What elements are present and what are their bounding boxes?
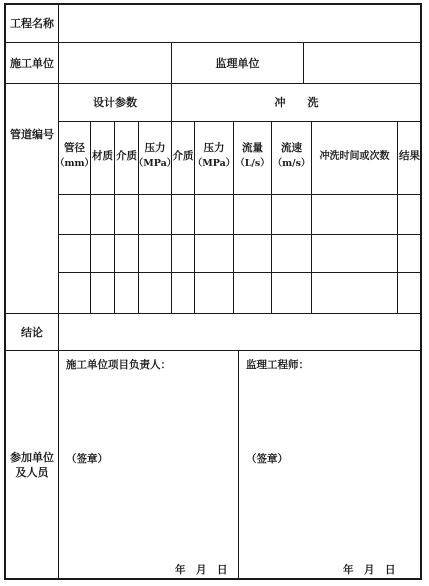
date-right: 年 月 日 (343, 564, 396, 576)
rule-after-conclusion (5, 350, 421, 351)
col-flow-header (234, 133, 271, 179)
col-velocity-unit: （m/s） (272, 158, 311, 169)
design-params-header: 设计参数 (93, 96, 137, 109)
col-velocity-label: 流速 (281, 142, 302, 154)
col-diameter-header (54, 133, 95, 179)
col-pressure-header (133, 133, 177, 179)
col-flush-pressure-label: 压力 (203, 142, 225, 154)
participants-label-line1: 参加单位 (10, 451, 54, 464)
construction-unit-label: 施工单位 (10, 56, 54, 70)
rule-under-group-headers (58, 121, 421, 122)
construction-signature-area[interactable] (60, 372, 236, 558)
conclusion-label: 结论 (21, 325, 43, 339)
supervision-unit-label: 监理单位 (215, 56, 260, 70)
supervision-engineer-label: 监理工程师： (246, 359, 309, 371)
conclusion-field[interactable] (60, 315, 420, 349)
col-flush-count-header: 冲洗时间或次数 (319, 150, 390, 162)
flush-header: 冲 洗 (274, 96, 319, 109)
rule-data-row-3 (58, 272, 421, 273)
col-result-header: 结果 (399, 149, 420, 162)
col-pressure-unit: （MPa） (133, 158, 177, 169)
col-velocity-header (272, 133, 311, 179)
supervision-signature-area[interactable] (240, 372, 420, 558)
col-medium-header: 介质 (116, 149, 137, 162)
date-left: 年 月 日 (175, 564, 228, 576)
rule-data-row-2 (58, 234, 421, 235)
pipe-number-label: 管道编号 (10, 128, 54, 141)
construction-manager-label: 施工单位项目负责人： (66, 359, 171, 371)
col-flush-medium-header: 介质 (172, 149, 194, 162)
col-flush-pressure-header (192, 133, 236, 179)
col-flow-unit: （L/s） (235, 158, 270, 169)
project-name-label: 工程名称 (10, 16, 54, 30)
supervision-unit-field[interactable] (305, 44, 420, 82)
participants-label-line2: 及人员 (15, 466, 49, 479)
data-row-2[interactable] (60, 236, 420, 271)
data-row-1[interactable] (60, 196, 420, 233)
rule-supervision-value (303, 42, 304, 84)
construction-unit-field[interactable] (60, 44, 170, 82)
participants-label (6, 445, 58, 485)
rule-signature-split (238, 350, 239, 579)
seal-left: （签章） (66, 453, 108, 465)
rule-after-pipe-section (5, 313, 421, 314)
col-material-header: 材质 (92, 149, 113, 162)
col-flow-label: 流量 (242, 142, 263, 154)
col-pressure-label: 压力 (144, 142, 166, 154)
col-diameter-unit: （mm） (54, 158, 95, 169)
seal-right: （签章） (246, 453, 288, 465)
col-diameter-label: 管径 (64, 142, 85, 154)
rule-data-row-1 (58, 194, 421, 195)
data-row-3[interactable] (60, 274, 420, 312)
col-flush-pressure-unit: （MPa） (192, 158, 236, 169)
project-name-field[interactable] (60, 5, 420, 41)
